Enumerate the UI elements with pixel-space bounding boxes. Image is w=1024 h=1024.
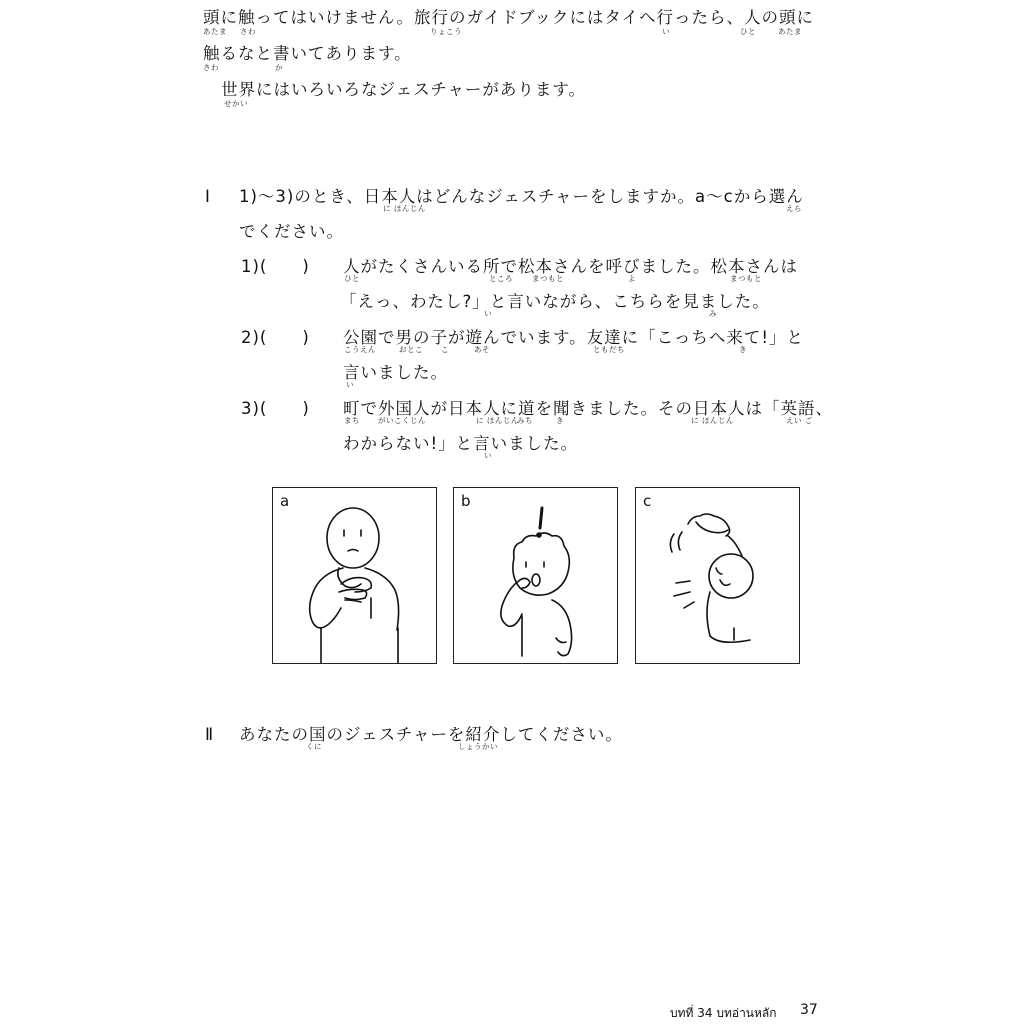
ruby-ko: こ [441, 345, 449, 354]
ruby-mi: み [709, 309, 717, 318]
panel-a [272, 487, 437, 664]
ruby-atama-2: あたま [778, 27, 802, 36]
person-pointing-at-self-icon [454, 488, 619, 665]
intro-line-2: 触るなと書いてあります。 [203, 44, 412, 63]
ruby-otoko: おとこ [399, 345, 423, 354]
ruby-hito: ひと [740, 27, 756, 36]
section-1-numeral: Ⅰ [205, 187, 211, 206]
ruby-shoukai: しょうかい [458, 742, 498, 751]
person-waving-icon [636, 488, 801, 665]
item-1-line-1: 人がたくさんいる所で松本さんを呼びました。松本さんは [343, 257, 798, 276]
ruby-atama: あたま [203, 27, 227, 36]
item-2-line-1: 公園で男の子が遊んでいます。友達に「こっちへ来て!」と [343, 328, 804, 347]
panel-a-label: a [280, 492, 290, 510]
ruby-nihonjin-3b: に ほんじん [691, 416, 734, 425]
ruby-michi: みち [517, 416, 533, 425]
item-1-line-2: 「えっ、わたし?」と言いながら、こちらを見ました。 [340, 292, 770, 311]
ruby-i-2: い [346, 380, 354, 389]
page-number: 37 [800, 1002, 818, 1018]
ruby-ki: き [739, 345, 747, 354]
section-2-numeral: Ⅱ [205, 725, 215, 744]
ruby-machi: まち [344, 416, 360, 425]
section-1-instruction-line-2: でください。 [239, 222, 344, 241]
item-2-number: 2)( ) [241, 328, 310, 347]
ruby-matsumoto-2: まつもと [730, 274, 762, 283]
ruby-nihonjin: に ほんじん [383, 204, 426, 213]
section-2-text: あなたの国のジェスチャーを紹介してください。 [239, 725, 623, 744]
panel-b [453, 487, 618, 664]
ruby-yo: よ [628, 274, 636, 283]
ruby-tokoro: ところ [489, 274, 513, 283]
ruby-kouen: こうえん [344, 345, 376, 354]
item-1-number: 1)( ) [241, 257, 310, 276]
ruby-aso: あそ [474, 345, 490, 354]
ruby-sawa-2: さわ [203, 63, 219, 72]
ruby-sekai: せかい [224, 99, 248, 108]
ruby-i-3: い [484, 451, 492, 460]
intro-line-3: 世界にはいろいろなジェスチャーがあります。 [221, 80, 587, 99]
ruby-ki-3: き [556, 416, 564, 425]
ruby-ryokou: りょこう [430, 27, 462, 36]
ruby-hito-1: ひと [344, 274, 360, 283]
ruby-era: えら [786, 204, 802, 213]
ruby-kuni: くに [306, 742, 322, 751]
item-2-line-2: 言いました。 [343, 363, 448, 382]
item-3-number: 3)( ) [241, 399, 310, 418]
ruby-i-1: い [484, 309, 492, 318]
section-1-instruction-line-1: 1)〜3)のとき、日本人はどんなジェスチャーをしますか。a〜cから選ん [239, 187, 804, 206]
intro-line-1: 頭に触ってはいけません。旅行のガイドブックにはタイへ行ったら、人の頭に [203, 8, 815, 27]
ruby-gaikokujin: がいこくじん [378, 416, 426, 425]
footer-lesson-label: บทที่ 34 บทอ่านหลัก [670, 1006, 777, 1020]
item-3-line-2: わからない!」と言いました。 [343, 434, 579, 453]
panel-c [635, 487, 800, 664]
ruby-i: い [662, 27, 670, 36]
ruby-tomodachi: ともだち [593, 345, 625, 354]
ruby-eigo: えい ご [786, 416, 813, 425]
ruby-matsumoto: まつもと [532, 274, 564, 283]
person-hand-on-chest-icon [273, 488, 438, 665]
ruby-sawa: さわ [240, 27, 256, 36]
panel-b-label: b [461, 492, 471, 510]
ruby-ka: か [275, 63, 283, 72]
item-3-line-1: 町で外国人が日本人に道を聞きました。その日本人は「英語、 [343, 399, 833, 418]
ruby-nihonjin-3: に ほんじん [476, 416, 519, 425]
panel-c-label: c [643, 492, 652, 510]
